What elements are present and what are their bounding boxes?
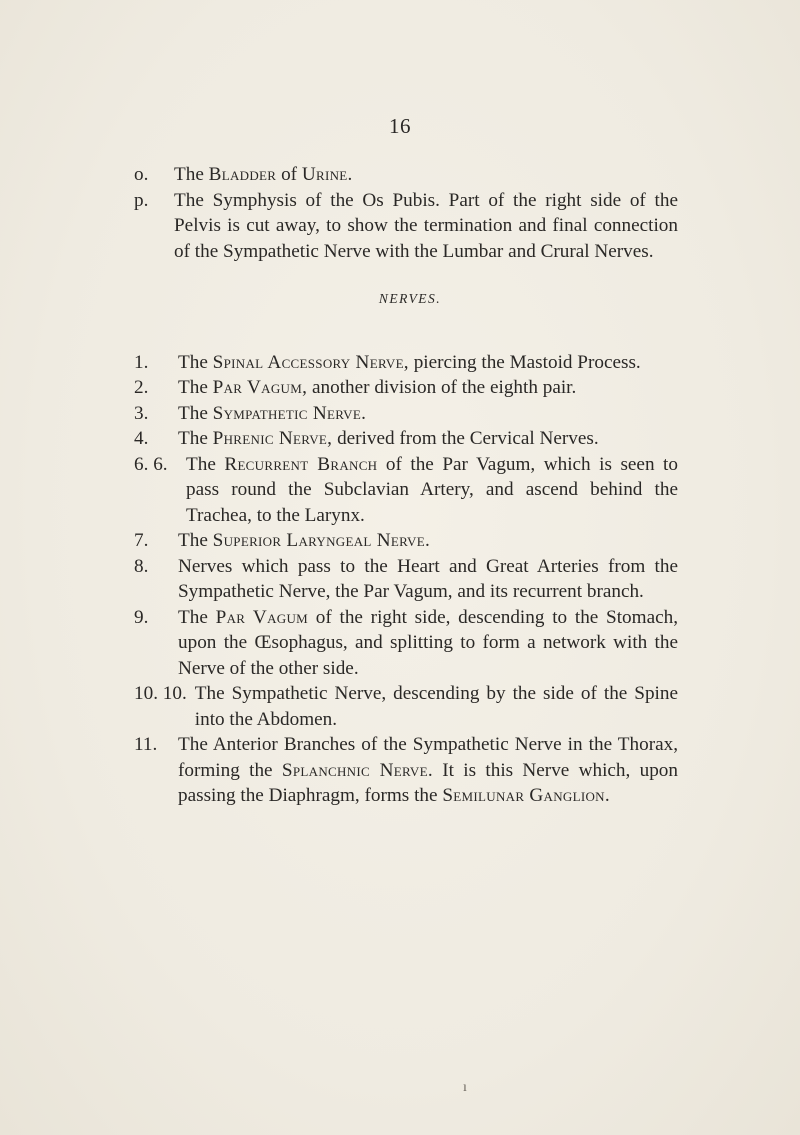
entry-text (178, 375, 678, 401)
entry-text-segment: of the Par Vagum, which is seen to pass round the Subclavian Artery, and ascend behind the Trachea, to the Larynx. (186, 453, 678, 526)
small-caps-term: Semilunar Ganglion. (442, 785, 610, 806)
nerve-entry (134, 554, 678, 605)
small-caps-term: Urine. (301, 164, 353, 185)
stray-mark: ı (463, 1080, 467, 1095)
entry-text (178, 732, 678, 809)
entry-text-segment: The Sympathetic Nerve, descending by the side of the Spine into the Abdomen. (194, 683, 678, 730)
entry-text (178, 401, 678, 427)
entry-text (178, 528, 678, 554)
small-caps-term: Par Vagum, (212, 377, 308, 398)
entry-marker: 2. (134, 377, 149, 398)
entry-marker: 11. (134, 734, 158, 755)
entry-marker: p. (134, 189, 149, 211)
entry-text-segment: The (178, 351, 213, 373)
nerve-entry (134, 426, 678, 452)
entry-marker: 10. 10. (134, 683, 187, 704)
legend-entry (134, 162, 678, 188)
entry-marker: 4. (134, 428, 149, 449)
entry-marker: 1. (134, 351, 149, 373)
nerve-entry (134, 375, 678, 401)
nerve-entry (134, 350, 678, 376)
entry-marker: 6. 6. (134, 453, 168, 475)
small-caps-term: Phrenic Nerve, (212, 428, 333, 449)
section-heading: NERVES. (378, 291, 442, 306)
nerve-entry (134, 681, 678, 732)
small-caps-term: Superior Laryngeal Nerve. (212, 530, 431, 551)
page-number: 16 (389, 114, 411, 138)
entry-text-segment: The (174, 164, 209, 185)
entry-text-segment: The Anterior Branches of the Sympathetic Nerve in the Thorax, forming the (178, 734, 678, 781)
entry-text-segment: of the right side, descending to the Stomach, upon the Œsophagus, and splitting to form a network with the Nerve of the other side. (178, 606, 678, 679)
entry-text-segment: another division of the eighth pair. (307, 377, 577, 398)
nerve-entry (134, 528, 678, 554)
entry-text (178, 554, 678, 605)
nerve-entry (134, 452, 678, 529)
small-caps-term: Spinal Accessory Nerve, (212, 351, 409, 373)
nerve-entry (134, 732, 678, 809)
entry-text (174, 188, 678, 265)
small-caps-term: Par Vagum (215, 606, 309, 628)
entry-marker: 9. (134, 606, 149, 628)
entry-marker: 7. (134, 530, 149, 551)
entry-text (186, 452, 678, 529)
legend-list (134, 162, 678, 264)
nerve-entry (134, 401, 678, 427)
entry-text (178, 605, 678, 682)
entry-text (178, 426, 678, 452)
nerve-entry (134, 605, 678, 682)
entry-text (178, 350, 678, 376)
entry-text-segment: The Symphysis of the Os Pubis. Part of the right side of the Pelvis is cut away, to show the termination and final connection of the Sympathetic Nerve with the Lumbar and Crural Nerves. (174, 189, 678, 262)
small-caps-term: Recurrent Branch (224, 453, 378, 475)
entry-text-segment: derived from the Cervical Nerves. (332, 428, 599, 449)
entry-text-segment: The (186, 453, 225, 475)
entry-marker: 8. (134, 555, 149, 577)
small-caps-term: Splanchnic Nerve. (281, 759, 433, 781)
page-content (134, 162, 678, 809)
small-caps-term: Bladder (208, 164, 277, 185)
nerve-list (134, 350, 678, 809)
legend-entry (134, 188, 678, 265)
entry-text-segment: The (178, 402, 213, 424)
entry-text (174, 162, 678, 188)
small-caps-term: Sympathetic Nerve. (212, 402, 367, 424)
entry-marker: 3. (134, 402, 149, 424)
entry-text-segment: of (276, 164, 302, 185)
entry-text-segment: Nerves which pass to the Heart and Great Arteries from the Sympathetic Nerve, the Par Vagum, and its recurrent branch. (178, 555, 678, 602)
entry-text-segment: The (178, 530, 213, 551)
entry-marker: o. (134, 164, 149, 185)
entry-text-segment: The (178, 606, 216, 628)
entry-text (195, 681, 678, 732)
entry-text-segment: The (178, 428, 213, 449)
entry-text-segment: piercing the Mastoid Process. (408, 351, 641, 373)
entry-text-segment: It is this Nerve which, upon passing the Diaphragm, forms the (178, 759, 678, 806)
entry-text-segment: The (178, 377, 213, 398)
